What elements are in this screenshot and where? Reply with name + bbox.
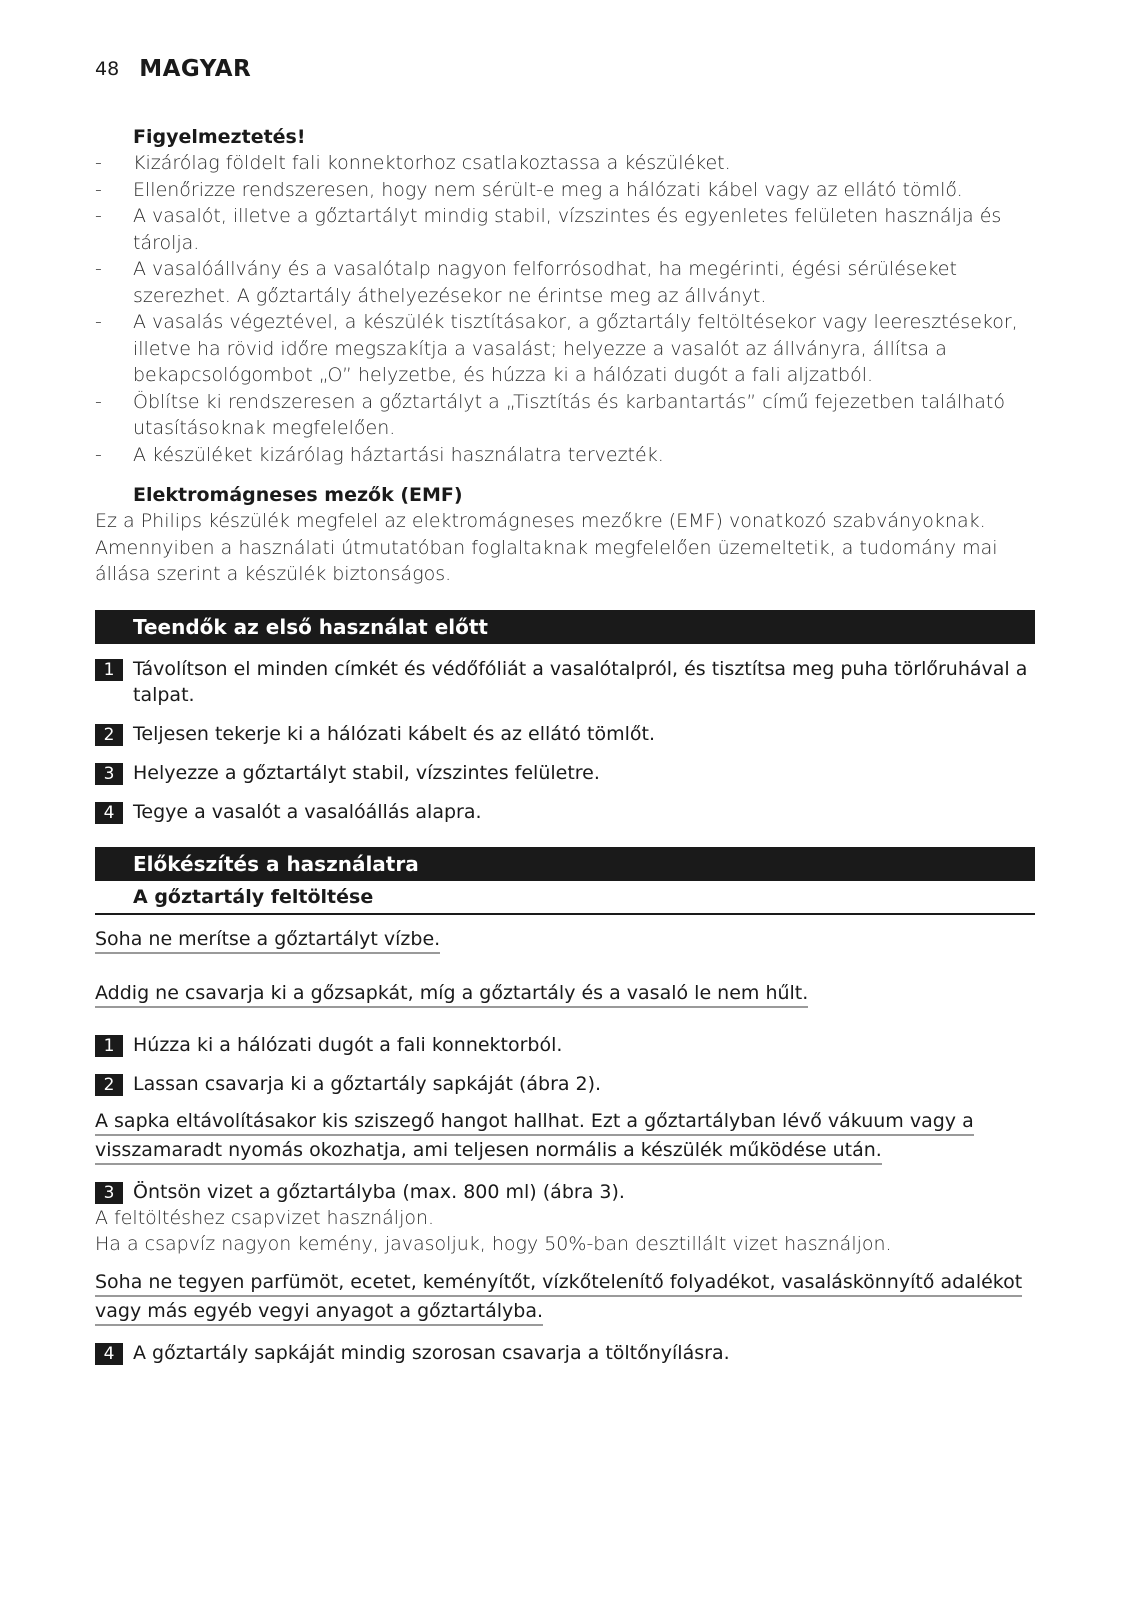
- emf-text: Ez a Philips készülék megfelel az elektromágneses mezőkre (EMF) vonatkozó szabványoknak. Amennyiben a használati útmutatóban foglaltaknak megfelelően üzemeltetik, a tudomány mai állása szerint a készülék biztonságos.: [95, 510, 998, 585]
- section-preparing: Előkészítés a használatra: [95, 847, 1035, 881]
- list-item: - A készüléket kizárólag háztartási használatra tervezték.: [95, 443, 664, 466]
- step-number: 4: [95, 1343, 123, 1365]
- note: A sapka eltávolításakor kis sziszegő hangot hallhat. Ezt a gőztartályban lévő vákuum vagy a visszamaradt nyomás okozhatja, ami teljesen normális a készülék működése után.: [95, 1107, 1035, 1165]
- page-number: 48: [95, 58, 120, 80]
- step-1: [95, 656, 1035, 708]
- list-item: - Kizárólag földelt fali konnektorhoz csatlakoztassa a készüléket.: [95, 152, 731, 174]
- step-4: [95, 1340, 1035, 1366]
- subsection-title: A gőztartály feltöltése: [95, 881, 1035, 915]
- step-3: [95, 1179, 1035, 1205]
- warning-title: Figyelmeztetés!: [133, 126, 306, 148]
- step-1: [95, 1032, 1035, 1058]
- step-text: Tegye a vasalót a vasalóállás alapra.: [133, 800, 482, 823]
- step-4: [95, 799, 1035, 825]
- list-item: - A vasalóállvány és a vasalótalp nagyon felforrósodhat, ha megérinti, égési sérüléseket szerezhet. A gőztartály áthelyezésekor ne érintse meg az állványt.: [95, 258, 957, 307]
- step-number: 3: [95, 763, 123, 785]
- emf-title: Elektromágneses mezők (EMF): [133, 484, 463, 506]
- warning-list: [95, 150, 1035, 468]
- step-number: 1: [95, 1035, 123, 1057]
- step-number: 1: [95, 659, 123, 681]
- step-text: Helyezze a gőztartályt stabil, vízszintes felületre.: [133, 761, 600, 784]
- step-number: 3: [95, 1182, 123, 1204]
- step-number: 4: [95, 802, 123, 824]
- language-label: MAGYAR: [139, 56, 252, 82]
- step-3-extra: A feltöltéshez csapvizet használjon.: [95, 1206, 435, 1229]
- page-content: [95, 124, 1035, 1366]
- list-item: - Öblítse ki rendszeresen a gőztartályt a „Tisztítás és karbantartás” című fejezetben található utasításoknak megfelelően.: [95, 390, 1005, 439]
- step-text: Húzza ki a hálózati dugót a fali konnektorból.: [133, 1033, 563, 1056]
- note: Soha ne merítse a gőztartályt vízbe.: [95, 925, 1035, 954]
- step-2: [95, 721, 1035, 747]
- step-text: Távolítson el minden címkét és védőfóliát a vasalótalpról, és tisztítsa meg puha törlőruhával a talpat.: [133, 657, 1028, 706]
- list-item: - A vasalót, illetve a gőztartályt mindig stabil, vízszintes és egyenletes felületen használja és tárolja.: [95, 205, 1002, 254]
- page-header: [95, 56, 251, 86]
- step-number: 2: [95, 1074, 123, 1096]
- section-before-first-use: Teendők az első használat előtt: [95, 610, 1035, 644]
- list-item: - Ellenőrizze rendszeresen, hogy nem sérült-e meg a hálózati kábel vagy az ellátó tömlő.: [95, 178, 963, 201]
- step-3: [95, 760, 1035, 786]
- step-3-extra: Ha a csapvíz nagyon kemény, javasoljuk, hogy 50%-ban desztillált vizet használjon.: [95, 1233, 892, 1255]
- step-text: Lassan csavarja ki a gőztartály sapkáját (ábra 2).: [133, 1072, 602, 1095]
- note: Addig ne csavarja ki a gőzsapkát, míg a gőztartály és a vasaló le nem hűlt.: [95, 979, 1035, 1008]
- list-item: - A vasalás végeztével, a készülék tisztításakor, a gőztartály feltöltésekor vagy leeresztésekor, illetve ha rövid időre megszakítja a vasalást; helyezze a vasalót az állványra, állítsa a bekapcsológombot „O” helyzetbe, és húzza ki a hálózati dugót a fali aljzatból.: [95, 311, 1018, 386]
- note: Soha ne tegyen parfümöt, ecetet, keményítőt, vízkőtelenítő folyadékot, vasaláskönnyítő adalékot vagy más egyéb vegyi anyagot a gőztartályba.: [95, 1268, 1035, 1326]
- step-number: 2: [95, 724, 123, 746]
- step-text: Teljesen tekerje ki a hálózati kábelt és az ellátó tömlőt.: [133, 722, 656, 745]
- step-text: Öntsön vizet a gőztartályba (max. 800 ml) (ábra 3).: [133, 1180, 625, 1203]
- step-text: A gőztartály sapkáját mindig szorosan csavarja a töltőnyílásra.: [133, 1341, 730, 1364]
- step-2: [95, 1071, 1035, 1097]
